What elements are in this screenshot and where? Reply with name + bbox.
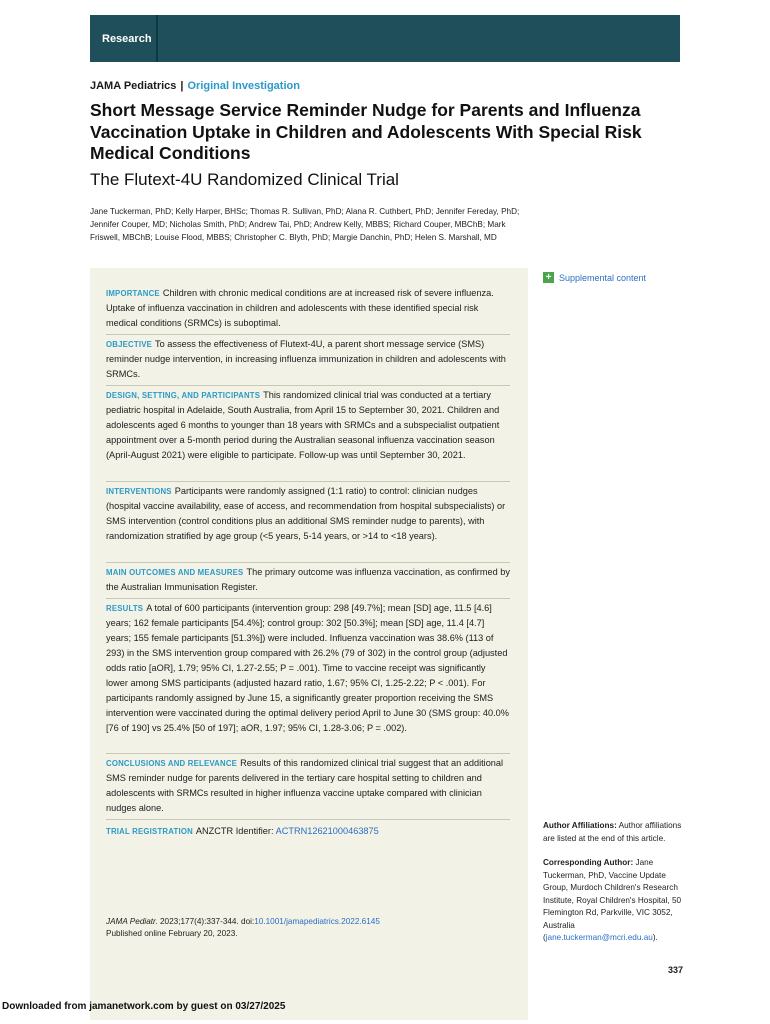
page-number: 337 [668, 965, 684, 975]
corresponding-heading: Corresponding Author: [543, 858, 634, 867]
outcomes-heading: MAIN OUTCOMES AND MEASURES [106, 568, 244, 577]
author-list: Jane Tuckerman, PhD; Kelly Harper, BHSc; Thomas R. Sullivan, PhD; Alana R. Cuthbert, PhD; Jennifer Fereday, PhD; Jennifer Couper, MD; Nicholas Smith, PhD; Andrew Tai, PhD; Andrew Kelly, MBBS; Richard Couper, MBChB; Mark Friswell, MBChB; Louise Flood, MBBS; Christopher C. Blyth, PhD; Margie Danchin, PhD; Helen S. Marshall, MD [90, 207, 520, 242]
divider [106, 753, 510, 754]
journal-name: JAMA Pediatrics [90, 80, 177, 92]
design-text: This randomized clinical trial was conducted at a tertiary pediatric hospital in Adelaide, South Australia, from April 15 to September 30, 2021. Children and adolescents aged 6 months to younger than 18 years with SRMCs and a subspecialist outpatient appointment over a 5-month period during the Australian seasonal influenza vaccination season (April-August 2021) were eligible to participate. Follow-up was until September 30, 2021. [106, 390, 500, 460]
importance-heading: IMPORTANCE [106, 289, 160, 298]
abstract-box [90, 268, 528, 1020]
article-subtitle: The Flutext-4U Randomized Clinical Trial [90, 170, 399, 189]
importance-text: Children with chronic medical conditions are at increased risk of severe influenza. Uptake of influenza vaccination in children and adolescents with these identified special risk medical conditions (SRMCs) is suboptimal. [106, 288, 494, 328]
objective-heading: OBJECTIVE [106, 340, 152, 349]
objective-text: To assess the effectiveness of Flutext-4U, a parent short message service (SMS) reminder nudge intervention, in increasing influenza immunization in children and adolescents with SRMCs. [106, 339, 506, 379]
affiliations-heading: Author Affiliations: [543, 821, 617, 830]
trial-registry-link[interactable]: ACTRN12621000463875 [275, 826, 379, 836]
section-label: Research [102, 33, 152, 45]
citation-details: 2023;177(4):337-344. doi: [160, 917, 255, 926]
download-footer: Downloaded from jamanetwork.com by guest on 03/27/2025 [2, 1001, 286, 1012]
registration-label: ANZCTR Identifier: [195, 826, 274, 836]
outcomes-text: The primary outcome was influenza vaccination, as confirmed by the Australian Immunisation Register. [106, 567, 510, 592]
abstract-conclusions [106, 756, 510, 816]
abstract-objective [106, 337, 510, 382]
email-link[interactable]: jane.tuckerman@mcri.edu.au [545, 933, 653, 942]
doi-link[interactable]: 10.1001/jamapediatrics.2022.6145 [254, 917, 380, 926]
abstract-design [106, 388, 510, 463]
affiliations-text: Author affiliations are listed at the end of this article. [543, 821, 682, 843]
article-title: Short Message Service Reminder Nudge for Parents and Influenza Vaccination Uptake in Children and Adolescents With Special Risk Medical Conditions [90, 100, 642, 163]
abstract-importance [106, 286, 510, 331]
divider [106, 334, 510, 335]
interventions-heading: INTERVENTIONS [106, 487, 172, 496]
section-banner [90, 15, 680, 62]
interventions-text: Participants were randomly assigned (1:1 ratio) to control: clinician nudges (hospital vaccine availability, ease of access, and recommendation from hospital subspecialists) or SMS intervention (control conditions plus an additional SMS reminder nudge to parents), with randomization stratified by age group (<5 years, 5-14 years, or >14 to <18 years). [106, 486, 506, 541]
divider [106, 481, 510, 482]
author-affiliations [543, 820, 683, 845]
conclusions-heading: CONCLUSIONS AND RELEVANCE [106, 759, 238, 768]
abstract-interventions [106, 484, 510, 544]
article-type: Original Investigation [187, 80, 300, 92]
published-date: Published online February 20, 2023. [106, 929, 238, 938]
results-text: A total of 600 participants (intervention group: 298 [49.7%]; mean [SD] age, 11.5 [4.6] years; 162 female participants [54.4%]; control group: 302 [50.3%]; mean [SD] age, 11.4 [4.7] years; 155 female participants [51.3%]) were included. Influenza vaccination was 38.6% (113 of 293) in the SMS intervention group compared with 26.2% (79 of 302) in the control group (adjusted odds ratio [aOR], 1.79; 95% CI, 1.27-2.55; P = .001). Time to vaccine receipt was significantly lower among SMS participants (adjusted hazard ratio, 1.67; 95% CI, 1.25-2.22; P < .001). For participants randomly assigned by June 15, a significantly greater proportion receiving the SMS intervention were vaccinated during the optimal delivery period April to June 30 (SMS group: 40.0% [76 of 190] vs 25.4% [50 of 197]; aOR, 1.97; 95% CI, 1.28-3.06; P = .002). [106, 603, 509, 733]
journal-separator: | [180, 80, 184, 92]
supplemental-label[interactable]: Supplemental content [559, 272, 647, 283]
results-heading: RESULTS [106, 604, 144, 613]
design-heading: DESIGN, SETTING, AND PARTICIPANTS [106, 391, 261, 400]
corresponding-author [543, 857, 683, 945]
divider [106, 385, 510, 386]
registration-heading: TRIAL REGISTRATION [106, 827, 193, 836]
citation-block [106, 916, 510, 940]
supplemental-content-link[interactable] [543, 272, 646, 283]
conclusions-text: Results of this randomized clinical trial suggest that an additional SMS reminder nudge for parents delivered in the tertiary care hospital setting to children and adolescents with SRMCs resulted in higher influenza vaccine uptake compared with clinician nudges alone. [106, 758, 504, 813]
plus-icon: + [543, 272, 554, 283]
abstract-outcomes [106, 565, 510, 595]
divider [106, 598, 510, 599]
divider [106, 819, 510, 820]
journal-line [90, 80, 300, 92]
abstract-results [106, 601, 510, 736]
corresponding-close: ). [652, 933, 658, 942]
citation-journal: JAMA Pediatr. [106, 917, 158, 926]
divider [106, 562, 510, 563]
corresponding-text: Jane Tuckerman, PhD, Vaccine Update Group, Murdoch Children's Research Institute, Royal Children's Hospital, 50 Flemington Rd, Parkville, VIC 3052, Australia ( [543, 858, 682, 942]
abstract-registration [106, 824, 510, 839]
